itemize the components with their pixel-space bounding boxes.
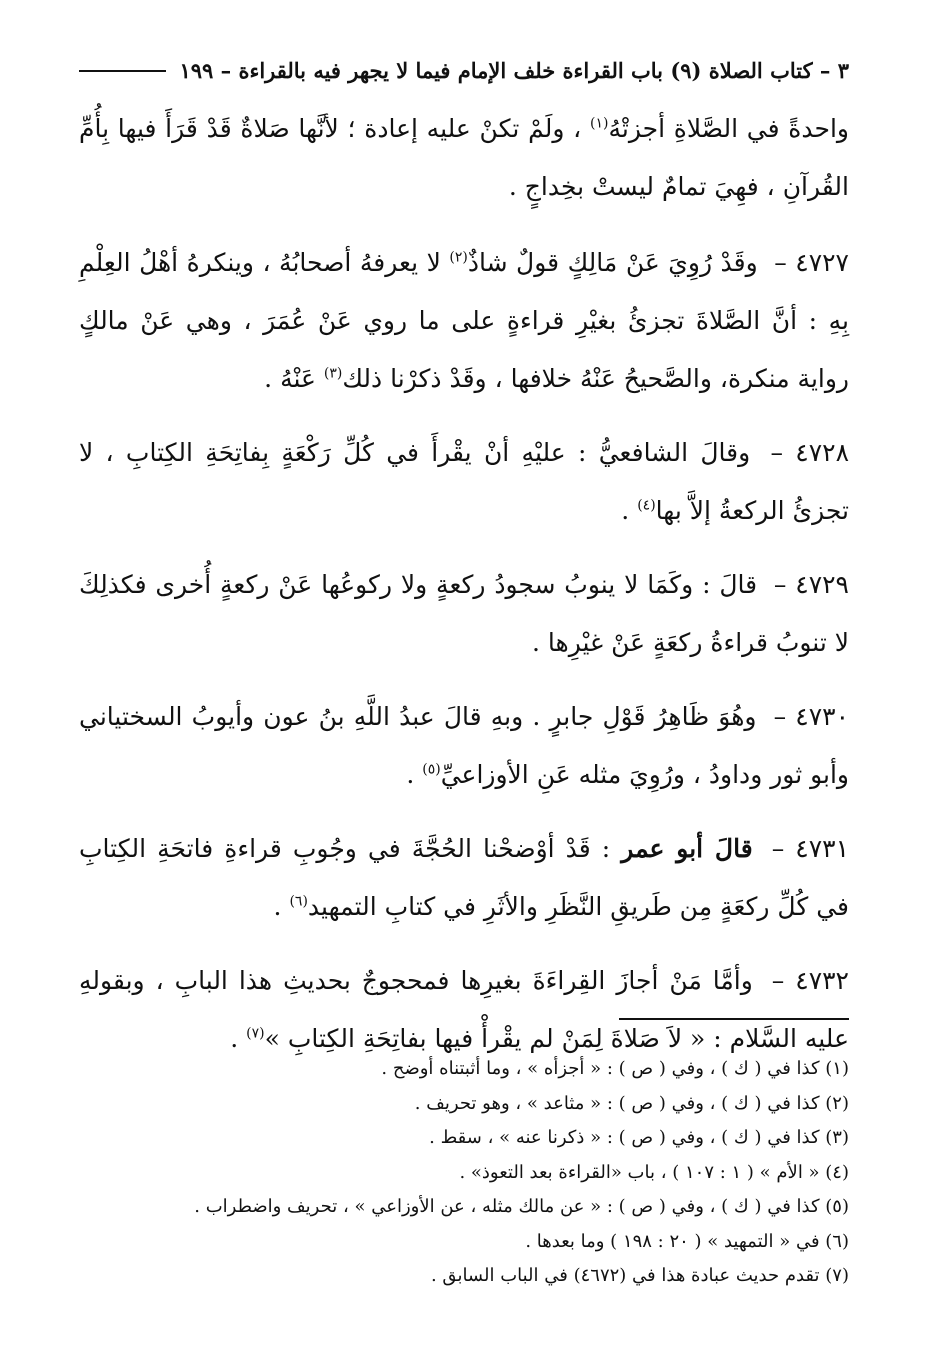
paragraph <box>79 234 849 408</box>
footnote-ref[interactable]: (٦) <box>289 893 308 910</box>
paragraph <box>79 100 849 216</box>
footnote-ref[interactable]: (٣) <box>323 365 343 382</box>
paragraph <box>79 688 849 804</box>
paragraph-number: ٤٧٢٩ – <box>773 570 849 599</box>
paragraph-text: ، ولَمْ تكنْ عليه إعادة ؛ لأنَّها صَلاةٌ قَدْ قَرَأَ فيها بِأُمِّ القُرآنِ ، فهِيَ تمامٌ ليستْ بخِداجٍ . <box>79 114 849 201</box>
footnote-ref[interactable]: (٥) <box>422 761 441 778</box>
paragraph-text: واحدةً في الصَّلاةِ أجزتْهُ <box>608 114 850 143</box>
footnote-ref[interactable]: (٧) <box>246 1025 265 1042</box>
paragraph-text: وهُوَ ظَاهِرُ قَوْلِ جابرٍ . وبهِ قالَ عبدُ اللَّهِ بنُ عون وأيوبُ السختياني وأبو ثور وداودُ ، ورُوِيَ مثله عَنِ الأوزاعيِّ <box>79 702 849 789</box>
footnote-separator <box>619 1018 849 1020</box>
paragraph <box>79 424 849 540</box>
footnote: (٥) كذا في ( ك ) ، وفي ( ص ) : « عن مالك مثله ، عن الأوزاعي » ، تحريف واضطراب . <box>194 1196 849 1217</box>
paragraph <box>79 556 849 672</box>
paragraph-text: قالَ : وكَمَا لا ينوبُ سجودُ ركعةٍ ولا ركوعُها عَنْ ركعةٍ أُخرى فكذلِكَ لا تنوبُ قراءةُ ركعَةٍ عَنْ غيْرِها . <box>79 570 849 657</box>
paragraph-text: وأمَّا مَنْ أجازَ القِراءَةَ بغيرِها فمحجوجٌ بحديثِ هذا البابِ ، وبقولهِ عليه السَّلام : « لاَ صَلاةَ لِمَنْ لم يقْرأْ فيها بفاتِحَةِ الكِتابِ » <box>79 966 849 1053</box>
paragraph <box>79 952 849 1068</box>
header-rule <box>79 70 166 72</box>
paragraph-number: ٤٧٣٢ – <box>771 966 849 995</box>
paragraph-text: لا يعرفهُ أصحابُهُ ، وينكرهُ أهْلُ العِلْمِ بِهِ : أنَّ الصَّلاةَ تجزئُ بغيْرِ قراءةٍ على ما روي عَنْ عُمَرَ ، وهي عَنْ مالكٍ رواية منكرة، والصَّحيحُ عَنْهُ خلافها ، وقَدْ ذكرْنا ذلك <box>79 248 849 393</box>
paragraph-number: ٤٧٣١ – <box>771 834 849 863</box>
paragraph-text: وقَدْ رُوِيَ عَنْ مَالِكٍ قولٌ شاذٌ <box>467 248 758 277</box>
footnote-ref[interactable]: (١) <box>590 115 609 132</box>
footnote-ref[interactable]: (٤) <box>637 497 656 514</box>
footnotes <box>79 1052 849 1294</box>
paragraph-number: ٤٧٢٧ – <box>774 248 849 277</box>
paragraph-text: . <box>273 892 290 921</box>
paragraph-text: وقالَ الشافعيُّ : عليْهِ أنْ يقْرأَ في كُلِّ رَكْعَةٍ بِفاتِحَةِ الكِتابِ ، لا تجزئُ الركعةُ إلاَّ بها <box>79 438 849 525</box>
footnote: (٦) في « التمهيد » ( ٢٠ : ١٩٨ ) وما بعدها . <box>525 1230 849 1252</box>
footnote: (٤) « الأم » ( ١ : ١٠٧ ) ، باب «القراءة بعد التعوذ» . <box>459 1161 849 1183</box>
footnote: (٢) كذا في ( ك ) ، وفي ( ص ) : « مثاعد » ، وهو تحريف . <box>414 1092 849 1114</box>
paragraph <box>79 820 849 936</box>
header-text: ٣ – كتاب الصلاة (٩) باب القراءة خلف الإمام فيما لا يجهر فيه بالقراءة – ١٩٩ <box>179 58 849 83</box>
paragraph-text: عَنْهُ . <box>264 364 324 393</box>
footnote-ref[interactable]: (٢) <box>449 249 468 266</box>
paragraph-text: . <box>621 496 638 525</box>
paragraph-text: . <box>406 760 423 789</box>
footnote: (١) كذا في ( ك ) ، وفي ( ص ) : « أجزأه » ، وما أثبتناه أوضح . <box>381 1058 849 1079</box>
main-text <box>79 100 849 1084</box>
footnote: (٣) كذا في ( ك ) ، وفي ( ص ) : « ذكرنا عنه » ، سقط . <box>429 1127 849 1148</box>
paragraph-number: ٤٧٢٨ – <box>770 438 850 467</box>
paragraph-number: ٤٧٣٠ – <box>773 702 850 731</box>
paragraph-text: : قَدْ أوْضحْنا الحُجَّةَ في وجُوبِ قراءةِ فاتحَةِ الكِتابِ في كُلِّ ركعَةٍ مِن طَريقِ النَّظَرِ والأثَرِ في كتابِ التمهيد <box>79 834 849 921</box>
footnote: (٧) تقدم حديث عبادة هذا في (٤٦٧٢) في الباب السابق . <box>430 1265 849 1286</box>
author-attribution: قالَ أبو عمر <box>621 834 753 863</box>
paragraph-text: . <box>230 1024 247 1053</box>
running-header <box>79 58 849 83</box>
